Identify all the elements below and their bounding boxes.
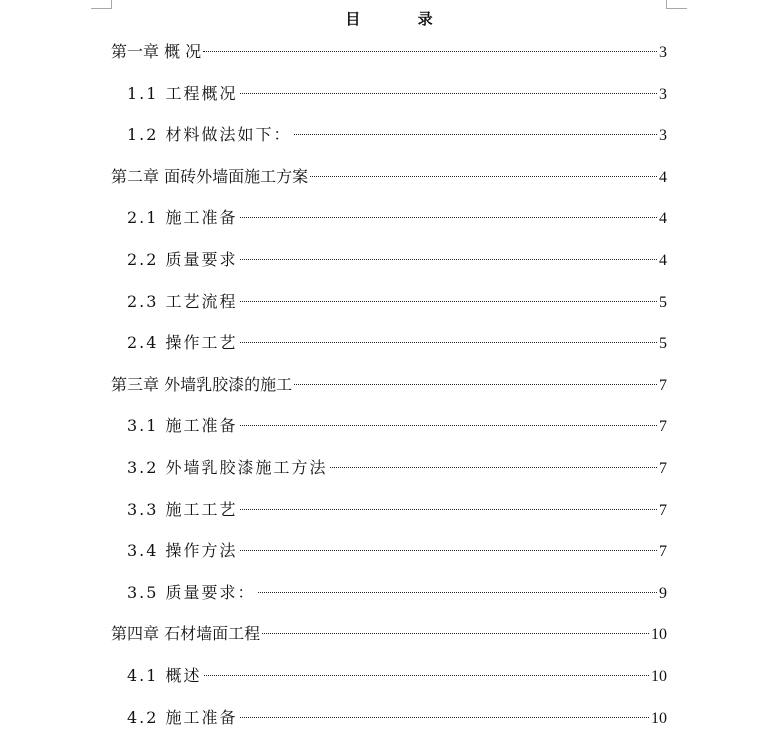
toc-leader-dots <box>262 633 649 634</box>
toc-entry-label: 第一章 概 况 <box>111 42 202 61</box>
toc-entry-page: 7 <box>659 459 667 477</box>
toc-leader-dots <box>240 425 657 426</box>
toc-entry-label: 第二章 面砖外墙面施工方案 <box>111 166 309 186</box>
toc-entry-page: 3 <box>659 127 667 145</box>
toc-entry-label: 3.5 质量要求： <box>127 582 256 602</box>
toc-entry-label: 3.1 施工准备 <box>127 416 238 436</box>
toc-entry[interactable] <box>111 114 667 156</box>
toc-leader-dots <box>240 342 657 343</box>
toc-leader-dots <box>258 592 657 593</box>
toc-entry-page: 7 <box>659 376 667 394</box>
toc-entry-label: 第四章 石材墙面工程 <box>111 624 261 644</box>
toc-entry[interactable] <box>111 73 667 115</box>
toc-leader-dots <box>240 259 657 260</box>
toc-title: 目 录 <box>345 10 459 28</box>
toc-leader-dots <box>240 509 657 510</box>
toc-entry-page: 7 <box>659 543 667 561</box>
toc-leader-dots <box>240 93 657 94</box>
toc-entry[interactable] <box>111 239 667 281</box>
toc-entry-label: 4.2 施工准备 <box>127 707 238 727</box>
toc-entry[interactable] <box>111 697 667 739</box>
toc-entry[interactable] <box>111 655 667 697</box>
toc-entry-label: 4.1 概述 <box>127 665 202 685</box>
toc-entry[interactable] <box>111 572 667 614</box>
toc-entry-page: 10 <box>651 667 667 685</box>
toc-entry-page: 4 <box>659 168 667 186</box>
toc-entry-label: 1.1 工程概况 <box>127 83 238 103</box>
toc-leader-dots <box>204 675 649 676</box>
toc-entry-label: 2.1 施工准备 <box>127 208 238 228</box>
toc-leader-dots <box>240 550 657 551</box>
toc-entry[interactable] <box>111 530 667 572</box>
toc-entry-label: 3.2 外墙乳胶漆施工方法 <box>127 457 328 477</box>
toc-leader-dots <box>294 384 657 385</box>
toc-entry-page: 10 <box>651 709 667 727</box>
toc-leader-dots <box>203 51 657 52</box>
toc-entry-page: 5 <box>659 293 667 311</box>
toc-entry-page: 3 <box>659 85 667 103</box>
toc-entry-label: 3.3 施工工艺 <box>127 499 238 519</box>
toc-entry-page: 10 <box>651 626 667 644</box>
toc-entry[interactable] <box>111 489 667 531</box>
toc-entry[interactable] <box>111 322 667 364</box>
toc-entry[interactable] <box>111 156 667 198</box>
toc-entry-page: 9 <box>659 584 667 602</box>
toc-list <box>111 31 667 738</box>
toc-entry[interactable] <box>111 447 667 489</box>
toc-entry[interactable] <box>111 197 667 239</box>
toc-entry[interactable] <box>111 613 667 655</box>
toc-entry-label: 2.4 操作工艺 <box>127 333 238 353</box>
toc-entry-page: 3 <box>659 44 667 61</box>
toc-leader-dots <box>240 217 657 218</box>
toc-entry-label: 3.4 操作方法 <box>127 541 238 561</box>
toc-entry-label: 第三章 外墙乳胶漆的施工 <box>111 374 293 394</box>
toc-entry-page: 4 <box>659 251 667 269</box>
toc-leader-dots <box>240 301 657 302</box>
toc-leader-dots <box>240 717 649 718</box>
toc-entry[interactable] <box>111 405 667 447</box>
toc-entry-label: 1.2 材料做法如下： <box>127 125 292 145</box>
toc-entry-label: 2.2 质量要求 <box>127 249 238 269</box>
toc-entry-page: 5 <box>659 335 667 353</box>
toc-entry-page: 7 <box>659 501 667 519</box>
toc-leader-dots <box>330 467 657 468</box>
toc-leader-dots <box>294 134 657 135</box>
toc-entry-page: 4 <box>659 210 667 228</box>
toc-entry[interactable] <box>111 364 667 406</box>
toc-entry-page: 7 <box>659 418 667 436</box>
toc-entry[interactable] <box>111 31 667 73</box>
toc-entry-label: 2.3 工艺流程 <box>127 291 238 311</box>
toc-leader-dots <box>310 176 657 177</box>
toc-entry[interactable] <box>111 281 667 323</box>
